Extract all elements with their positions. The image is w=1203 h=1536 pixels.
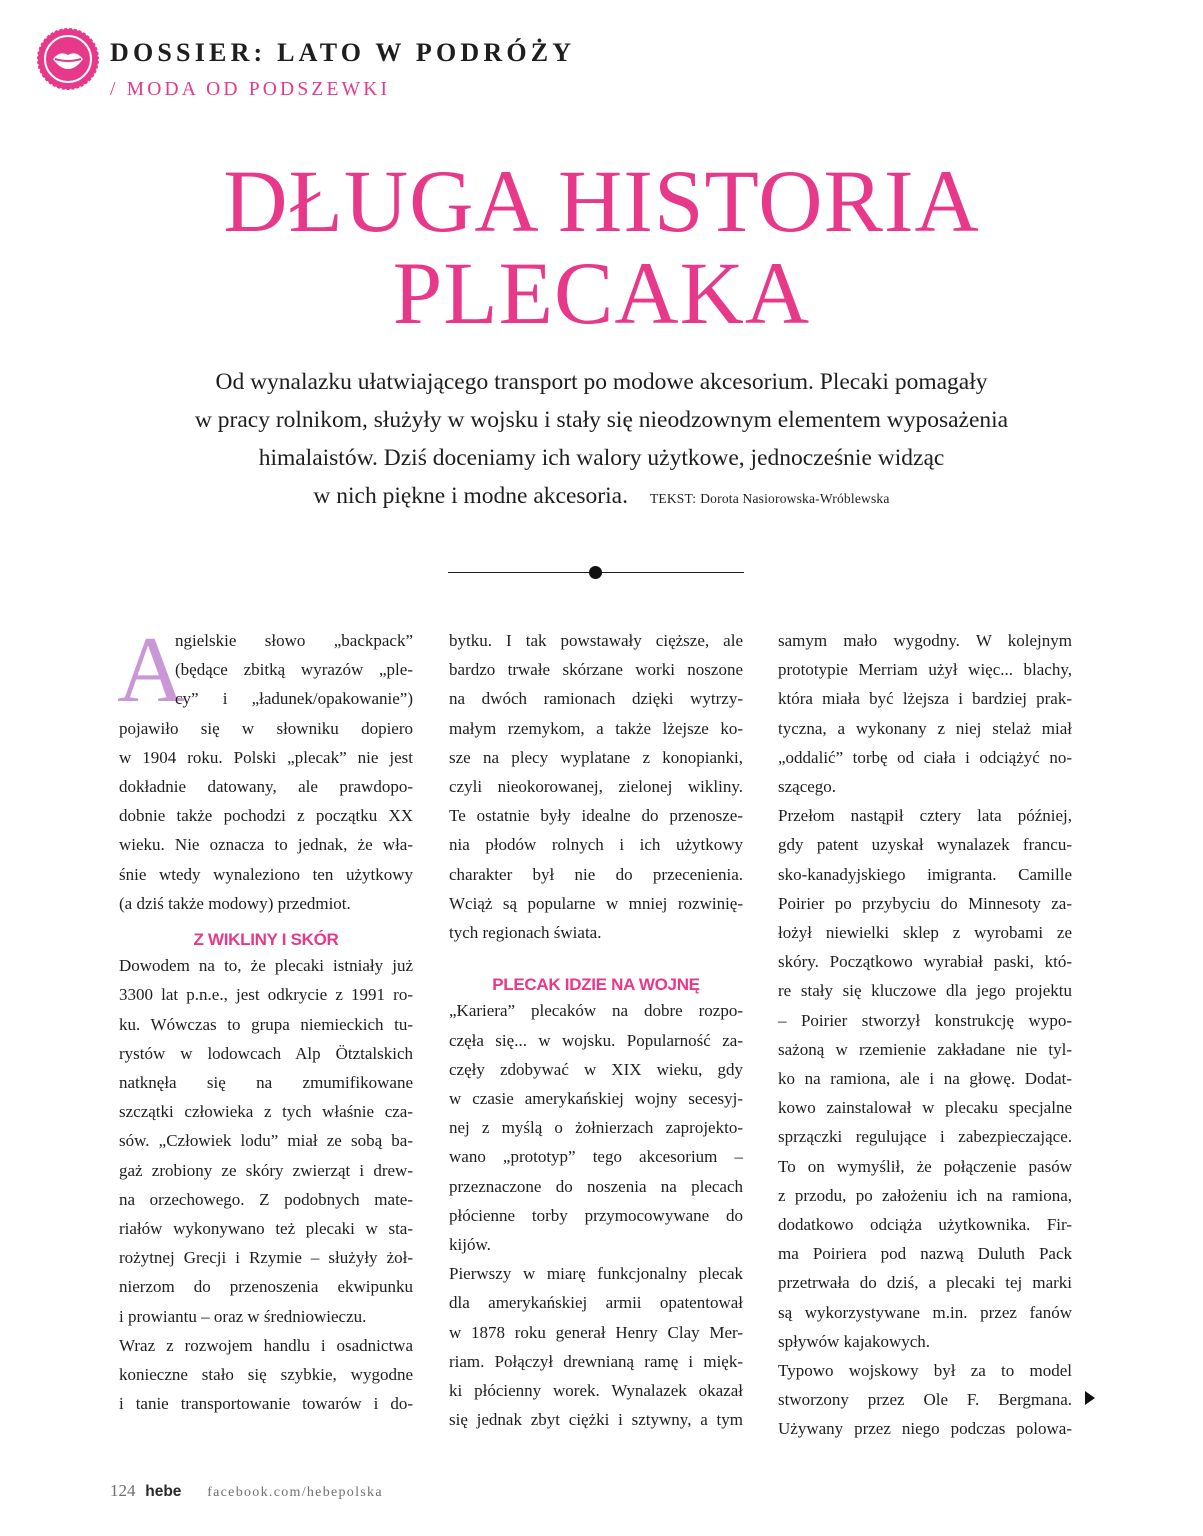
triangle-right-icon	[1084, 1390, 1096, 1406]
body-text-line: wieku. Nie oznacza to jednak, że wła-	[119, 835, 413, 855]
body-text-line: Dowodem na to, że plecaki istniały już	[119, 956, 413, 976]
article-title-line-1: DŁUGA HISTORIA	[223, 153, 980, 251]
body-text-line: nia płodów rolnych i ich użytkowy	[449, 835, 743, 855]
page-number: 124	[110, 1481, 136, 1500]
body-text-line: na orzechowego. Z podobnych mate-	[119, 1189, 413, 1209]
body-text-line: przeznaczone do noszenia na plecach	[449, 1176, 743, 1196]
body-text-line: Wciąż są popularne w mniej rozwinię-	[449, 893, 743, 913]
body-text-line: – Poirier stworzył konstrukcję wypo-	[778, 1010, 1072, 1030]
body-text-line: łożył niewielki sklep z wyrobami ze	[778, 923, 1072, 942]
body-text-line: dodatkowo odciąża użytkownika. Fir-	[778, 1215, 1072, 1234]
drop-cap: A	[117, 618, 185, 722]
facebook-link[interactable]: facebook.com/hebepolska	[207, 1485, 383, 1500]
body-text-line: szczątki człowieka z tych właśnie cza-	[119, 1102, 413, 1122]
body-text-line: płócienne torby przymocowywane do	[449, 1205, 743, 1225]
body-text-line: czyli nieokorowanej, zielonej wikliny.	[449, 777, 743, 796]
body-text-line: kijów.	[449, 1235, 491, 1255]
lead-line-3: himalaistów. Dziś doceniamy ich walory użytkowe, jednocześnie widząc	[258, 445, 945, 471]
body-text-line: natknęła się na zmumifikowane	[119, 1073, 413, 1092]
section-title: DOSSIER: LATO W PODRÓŻY	[110, 38, 576, 67]
lead-text: w nich piękne i modne akcesoria.	[313, 483, 628, 509]
body-text-line: w 1878 roku generał Henry Clay Mer-	[449, 1322, 743, 1342]
body-text-line: sze na plecy wyplatane z konopianki,	[449, 747, 743, 767]
body-text-line: nej z myślą o żołnierzach zaprojekto-	[449, 1118, 743, 1138]
brand-logo: hebe	[145, 1483, 182, 1500]
lips-stamp-icon	[35, 26, 101, 92]
body-text-line: 3300 lat p.n.e., jest odkrycie z 1991 ro-	[119, 985, 413, 1005]
author-name: Dorota Nasiorowska-Wróblewska	[700, 491, 890, 506]
body-text-line: nierzom do przenoszenia ekwipunku	[119, 1277, 413, 1297]
body-text-line: w 1904 roku. Polski „plecak” nie jest	[119, 747, 413, 767]
body-text-line: Poirier po przybyciu do Minnesoty za-	[778, 893, 1072, 913]
body-text-line: kowo zainstalował w plecaku specjalne	[778, 1098, 1072, 1118]
body-text-line: sów. „Człowiek lodu” miał ze sobą ba-	[119, 1131, 413, 1151]
body-text-line: dobnie także pochodzi z początku XX	[119, 806, 413, 826]
body-text-line: ngielskie słowo „backpack”	[175, 631, 413, 650]
body-text-line: pojawiło się w słowniku dopiero	[119, 718, 413, 738]
body-text-line: prototypie Merriam użył więc... blachy,	[778, 660, 1072, 680]
lead-line-4	[0, 478, 1203, 517]
body-text-line: Pierwszy w miarę funkcjonalny plecak	[449, 1264, 743, 1284]
body-text-line: śnie wtedy wynaleziono ten użytkowy	[119, 864, 413, 884]
section-subtitle: / MODA OD PODSZEWKI	[110, 79, 391, 100]
body-text-line: riam. Połączył drewnianą ramę i mięk-	[449, 1351, 743, 1371]
body-text-line: rystów w lodowcach Alp Ötztalskich	[119, 1043, 413, 1063]
body-text-line: konieczne stało się szybkie, wygodne	[119, 1365, 413, 1384]
body-text-line: riałów wykonywano też plecaki w sta-	[119, 1219, 413, 1238]
body-text-line: dla amerykańskiej armii opatentował	[449, 1293, 743, 1313]
body-text-line: „Kariera” plecaków na dobre rozpo-	[449, 1001, 743, 1021]
body-text-line: charakter był nie do przecenienia.	[449, 864, 743, 884]
body-text-line: szącego.	[778, 777, 837, 796]
credit-label: TEKST:	[649, 491, 697, 506]
body-text-line: rożytnej Grecji i Rzymie – służyły żoł-	[119, 1248, 413, 1268]
body-text-line: ko na ramiona, ale i na głowę. Dodat-	[778, 1069, 1072, 1088]
body-text-line: (będące zbitką wyrazów „ple-	[175, 660, 413, 680]
lead-line-1: Od wynalazku ułatwiającego transport po modowe akcesorium. Plecaki pomagały	[215, 369, 988, 395]
section-subheading: PLECAK IDZIE NA WOJNĘ	[492, 975, 700, 995]
body-text-line: częła się... w wojsku. Popularność za-	[449, 1030, 743, 1050]
lead-line-2: w pracy rolnikom, służyły w wojsku i stały się nieodzownym elementem wyposażenia	[194, 407, 1009, 433]
body-text-line: są wykorzystywane m.in. przez fanów	[778, 1302, 1072, 1322]
body-text-line: i prowiantu – oraz w średniowieczu.	[119, 1306, 367, 1326]
body-text-line: skóry. Początkowo wyrabiał paski, któ-	[778, 952, 1072, 972]
divider-dot	[589, 566, 602, 579]
body-text-line: bytku. I tak powstawały cięższe, ale	[449, 631, 743, 650]
body-text-line: Wraz z rozwojem handlu i osadnictwa	[119, 1335, 413, 1355]
body-text-line: małym rzemykom, a także lżejsze ko-	[449, 718, 743, 738]
section-divider	[448, 566, 744, 580]
body-text-line: dokładnie datowany, ale prawdopo-	[119, 777, 413, 796]
body-text-line: sprzączki regulujące i zabezpieczające.	[778, 1127, 1072, 1147]
body-text-line: przetrwała do dziś, a plecaki tej marki	[778, 1273, 1072, 1293]
body-text-line: Używany przez niego podczas polowa-	[778, 1419, 1072, 1439]
body-text-line: tych regionach świata.	[449, 923, 602, 942]
body-text-line: Typowo wojskowy był za to model	[778, 1361, 1072, 1380]
body-text-line: gaż zrobiony ze skóry zwierząt i drew-	[119, 1160, 413, 1180]
body-text-line: spływów kajakowych.	[778, 1331, 931, 1351]
body-text-line: ma Poiriera pod nazwą Duluth Pack	[778, 1244, 1072, 1264]
body-text-line: stworzony przez Ole F. Bergmana.	[778, 1390, 1072, 1410]
body-text-line: częły zdobywać w XIX wieku, gdy	[449, 1059, 743, 1079]
body-text-line: na dwóch ramionach dzięki wytrzy-	[449, 689, 743, 709]
body-text-line: ku. Wówczas to grupa niemieckich tu-	[119, 1014, 413, 1034]
page-footer	[110, 1480, 383, 1502]
body-text-line: ki płócienny worek. Wynalazek okazał	[449, 1381, 743, 1401]
body-text-line: To on wymyślił, że połączenie pasów	[778, 1156, 1072, 1176]
body-text-line: tyczna, a wykonany z niej stelaż miał	[778, 718, 1072, 738]
article-title-line-2: PLECAKA	[392, 245, 811, 343]
body-text-line: „oddalić” torbę od ciała i odciążyć no-	[778, 747, 1072, 767]
body-text-line: sażoną w rzemienie zakładane nie tyl-	[778, 1039, 1072, 1059]
body-text-line: (a dziś także modowy) przedmiot.	[119, 893, 351, 913]
body-text-line: z przodu, po założeniu ich na ramiona,	[778, 1185, 1072, 1205]
body-text-line: Te ostatnie były idealne do przenosze-	[449, 806, 743, 826]
section-subheading: Z WIKLINY I SKÓR	[193, 930, 339, 949]
body-text-line: i tanie transportowanie towarów i do-	[119, 1394, 413, 1414]
body-text-line: bardzo trwałe skórzane worki noszone	[449, 660, 743, 680]
body-text-line: gdy patent uzyskał wynalazek francu-	[778, 835, 1072, 855]
body-text-line: wano „prototyp” tego akcesorium –	[449, 1147, 743, 1167]
body-text-line: w czasie amerykańskiej wojny secesyj-	[449, 1089, 743, 1109]
body-text-line: Przełom nastąpił cztery lata później,	[778, 806, 1072, 826]
body-text-line: się jednak zbyt ciężki i sztywny, a tym	[449, 1410, 743, 1430]
body-text-line: re stały się kluczowe dla jego projektu	[778, 981, 1072, 1001]
body-text-line: cy” i „ładunek/opakowanie”)	[175, 689, 413, 709]
body-text-line: samym mało wygodny. W kolejnym	[778, 631, 1072, 650]
body-text-line: która miała być lżejsza i bardziej prak-	[778, 689, 1072, 709]
body-text-line: sko-kanadyjskiego imigranta. Camille	[778, 864, 1072, 884]
